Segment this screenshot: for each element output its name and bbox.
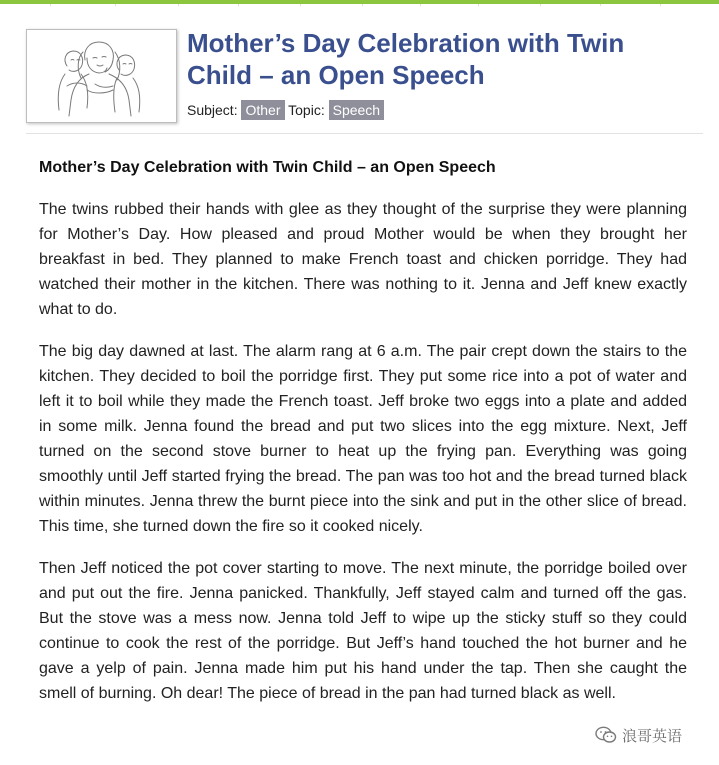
article-thumbnail[interactable]: [26, 29, 177, 123]
article-paragraph: Then Jeff noticed the pot cover starting to move. The next minute, the porridge boiled over and put out the fire. Jenna panicked. Thankfully, Jeff stayed calm and turned off the gas. But the stove was a mess now. Jenna told Jeff to wipe up the sticky stuff so they could continue to cook the rest of the porridge. But Jeff’s hand touched the hot burner and he gave a yelp of pain. Jenna made him put his hand under the tap. Then she caught the smell of burning. Oh dear! The piece of bread in the pan had turned black as well.: [39, 560, 687, 702]
wechat-icon: [595, 726, 617, 744]
watermark-text: 浪哥英语: [622, 726, 683, 745]
article-paragraph: The twins rubbed their hands with glee as they thought of the surprise they were planning for Mother’s Day. How pleased and proud Mother would be when they brought her breakfast in bed. They planned to make French toast and chicken porridge. They had watched their mother in the kitchen. There was nothing to it. Jenna and Jeff knew exactly what to do.: [39, 201, 687, 318]
topic-tag-link[interactable]: Speech: [329, 100, 384, 120]
article-heading: Mother’s Day Celebration with Twin Child – an Open Speech: [39, 159, 496, 176]
article-paragraph: The big day dawned at last. The alarm rang at 6 a.m. The pair crept down the stairs to the kitchen. They decided to boil the porridge first. They put some rice into a pot of water and left it to boil while they made the French toast. Jeff broke two eggs into a plate and added in some milk. Jenna found the bread and put two slices into the egg mixture. Next, Jeff turned on the second stove burner to heat up the frying pan. Everything was going smoothly until Jeff started frying the bread. The pan was too hot and the bread turned black within minutes. Jenna threw the burnt piece into the sink and put in the other slice of bread. This time, she turned down the fire so it cooked nicely.: [39, 343, 687, 535]
watermark: [595, 722, 682, 748]
header-divider: [26, 133, 703, 134]
topic-label: Topic:: [288, 102, 325, 118]
article-meta: [187, 100, 384, 120]
article-body: [39, 157, 687, 723]
subject-tag-link[interactable]: Other: [241, 100, 284, 120]
subject-label: Subject:: [187, 102, 238, 118]
page-title: Mother’s Day Celebration with Twin Child – an Open Speech: [187, 28, 625, 90]
top-bar-ticks: [0, 4, 719, 6]
mother-children-illustration: [27, 30, 176, 122]
